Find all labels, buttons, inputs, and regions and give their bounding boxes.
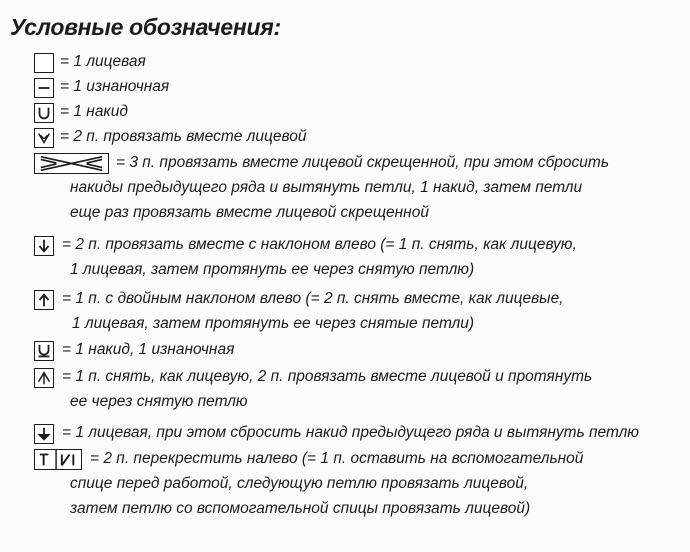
legend-item-sk2p: = 1 п. снять, как лицевую, 2 п. провязать вместе лицевой и протянуть bbox=[62, 368, 593, 385]
yarn-over-purl-icon bbox=[34, 341, 54, 361]
legend-item-double-left-line2: 1 лицевая, затем протянуть ее через снятые петли) bbox=[72, 315, 475, 332]
k2tog-icon bbox=[34, 128, 54, 148]
double-left-decrease-icon bbox=[34, 290, 54, 310]
purl-stitch-icon bbox=[34, 78, 54, 98]
legend-item-yo-purl: = 1 накид, 1 изнаночная bbox=[62, 341, 235, 358]
legend-item-k3tog-tbl: = 3 п. провязать вместе лицевой скрещенной, при этом сбросить bbox=[116, 154, 609, 171]
legend-item-left-cross-line2: спице перед работой, следующую петлю провязать лицевой, bbox=[70, 475, 529, 492]
legend-item-purl: = 1 изнаночная bbox=[60, 78, 170, 95]
legend-item-ssk-line2: 1 лицевая, затем протянуть ее через снятую петлю) bbox=[70, 261, 475, 278]
legend-item-ssk: = 2 п. провязать вместе с наклоном влево (= 1 п. снять, как лицевую, bbox=[62, 236, 577, 253]
legend-item-drop-yo: = 1 лицевая, при этом сбросить накид предыдущего ряда и вытянуть петлю bbox=[62, 424, 639, 441]
ssk-icon bbox=[34, 236, 54, 256]
left-cross-icon bbox=[34, 449, 82, 470]
yarn-over-icon bbox=[34, 103, 54, 123]
legend-item-yarn-over: = 1 накид bbox=[60, 103, 128, 120]
legend-item-knit: = 1 лицевая bbox=[60, 53, 146, 70]
legend-item-double-left: = 1 п. с двойным наклоном влево (= 2 п. снять вместе, как лицевые, bbox=[62, 290, 564, 307]
legend-item-left-cross: = 2 п. перекрестить налево (= 1 п. оставить на вспомогательной bbox=[90, 450, 584, 467]
legend-item-sk2p-line2: ее через снятую петлю bbox=[70, 393, 248, 410]
sk2p-icon bbox=[34, 368, 54, 388]
k3tog-tbl-icon bbox=[34, 153, 109, 174]
legend-item-k3tog-tbl-line3: еще раз провязать вместе лицевой скрещенной bbox=[70, 204, 429, 221]
legend-item-left-cross-line3: затем петлю со вспомогательной спицы провязать лицевой) bbox=[70, 500, 531, 517]
legend-item-k3tog-tbl-line2: накиды предыдущего ряда и вытянуть петли, 1 накид, затем петли bbox=[70, 179, 583, 196]
knit-stitch-icon bbox=[34, 53, 54, 73]
drop-yo-knit-icon bbox=[34, 424, 54, 444]
legend-item-k2tog: = 2 п. провязать вместе лицевой bbox=[60, 128, 307, 145]
legend-title: Условные обозначения: bbox=[10, 14, 281, 40]
